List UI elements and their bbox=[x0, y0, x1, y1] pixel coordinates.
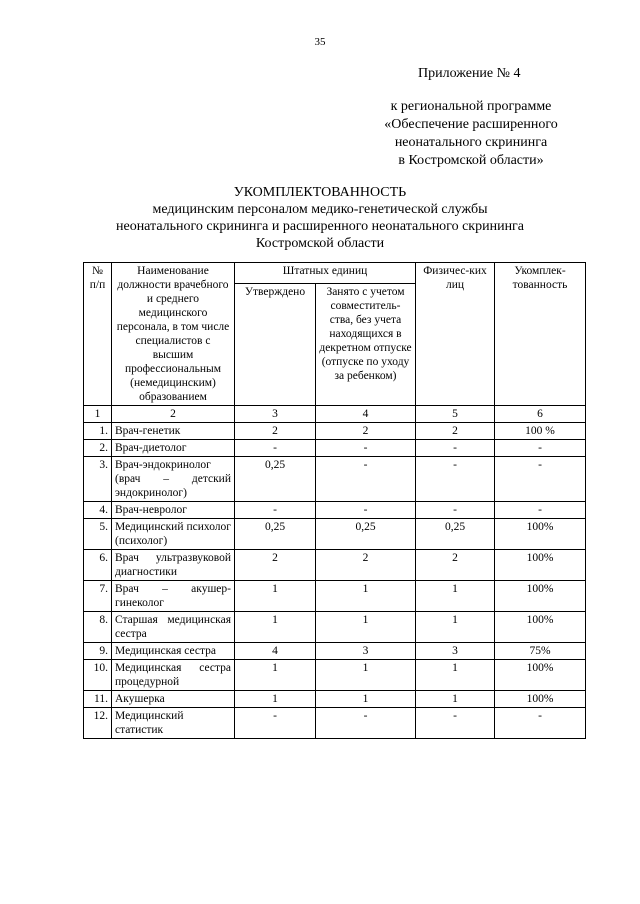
heading-line: медицинским персоналом медико-генетической службы bbox=[152, 202, 488, 217]
row-occupied: 2 bbox=[316, 550, 416, 581]
row-occupied: - bbox=[316, 440, 416, 457]
heading-line: неонатального скрининга и расширенного неонатального скрининга bbox=[115, 219, 525, 234]
row-approved: 1 bbox=[235, 612, 316, 643]
table-row bbox=[84, 519, 586, 550]
row-approved: 2 bbox=[235, 423, 316, 440]
index-cell: 2 bbox=[112, 406, 235, 423]
row-num: 11. bbox=[84, 691, 112, 708]
table-row bbox=[84, 423, 586, 440]
table-row bbox=[84, 581, 586, 612]
row-occupied: 2 bbox=[316, 423, 416, 440]
row-physical: 2 bbox=[416, 550, 495, 581]
row-occupied: - bbox=[316, 502, 416, 519]
row-approved: - bbox=[235, 440, 316, 457]
row-physical: - bbox=[416, 457, 495, 502]
appendix-ref-line: неонатального скрининга bbox=[394, 135, 548, 150]
heading-title: УКОМПЛЕКТОВАННОСТЬ bbox=[233, 185, 407, 200]
row-approved: - bbox=[235, 708, 316, 739]
row-approved: 1 bbox=[235, 691, 316, 708]
row-approved: 1 bbox=[235, 660, 316, 691]
table-row bbox=[84, 708, 586, 739]
header-occupied: Занято с учетом совместитель-ства, без учета находящихся в декретном отпуске (отпуске по уходу за ребенком) bbox=[316, 283, 416, 405]
table-row bbox=[84, 440, 586, 457]
appendix-ref-line: к региональной программе bbox=[390, 99, 552, 114]
row-num: 9. bbox=[84, 643, 112, 660]
row-position: Врач – акушер-гинеколог bbox=[112, 581, 235, 612]
header-staffing-level: Укомплек-тованность bbox=[495, 263, 586, 406]
row-staffing: - bbox=[495, 440, 586, 457]
row-physical: - bbox=[416, 440, 495, 457]
staffing-table bbox=[83, 262, 586, 739]
table-row bbox=[84, 643, 586, 660]
row-staffing: 100% bbox=[495, 550, 586, 581]
row-num: 4. bbox=[84, 502, 112, 519]
table-row bbox=[84, 691, 586, 708]
table-row bbox=[84, 502, 586, 519]
row-position: Врач-генетик bbox=[112, 423, 235, 440]
row-staffing: - bbox=[495, 457, 586, 502]
row-num: 1. bbox=[84, 423, 112, 440]
row-occupied: 1 bbox=[316, 691, 416, 708]
table-row bbox=[84, 660, 586, 691]
header-position-name: Наименование должности врачебного и среднего медицинского персонала, в том числе специалистов с высшим профессиональным (немедицинским) образованием bbox=[112, 263, 235, 406]
row-position: Врач-невролог bbox=[112, 502, 235, 519]
appendix-title: Приложение № 4 bbox=[418, 66, 521, 81]
row-occupied: 3 bbox=[316, 643, 416, 660]
row-num: 12. bbox=[84, 708, 112, 739]
row-physical: - bbox=[416, 708, 495, 739]
table-row bbox=[84, 550, 586, 581]
index-cell: 6 bbox=[495, 406, 586, 423]
appendix-reference bbox=[360, 98, 582, 170]
table-row bbox=[84, 457, 586, 502]
row-staffing: - bbox=[495, 502, 586, 519]
row-num: 2. bbox=[84, 440, 112, 457]
index-cell: 4 bbox=[316, 406, 416, 423]
row-staffing: 100% bbox=[495, 691, 586, 708]
row-num: 7. bbox=[84, 581, 112, 612]
row-occupied: 1 bbox=[316, 581, 416, 612]
row-position: Врач-эндокринолог (врач – детский эндокринолог) bbox=[112, 457, 235, 502]
row-staffing: 100 % bbox=[495, 423, 586, 440]
row-position: Медицинский психолог (психолог) bbox=[112, 519, 235, 550]
row-approved: 2 bbox=[235, 550, 316, 581]
row-position: Врач-диетолог bbox=[112, 440, 235, 457]
row-position: Врач ультразвуковой диагностики bbox=[112, 550, 235, 581]
row-occupied: - bbox=[316, 708, 416, 739]
row-physical: 1 bbox=[416, 691, 495, 708]
row-occupied: - bbox=[316, 457, 416, 502]
row-position: Старшая медицинская сестра bbox=[112, 612, 235, 643]
page-number: 35 bbox=[314, 36, 326, 48]
row-physical: - bbox=[416, 502, 495, 519]
row-approved: 0,25 bbox=[235, 519, 316, 550]
index-cell: 3 bbox=[235, 406, 316, 423]
row-num: 10. bbox=[84, 660, 112, 691]
index-cell: 1 bbox=[84, 406, 112, 423]
row-physical: 1 bbox=[416, 581, 495, 612]
heading-line: Костромской области bbox=[255, 236, 385, 251]
row-num: 3. bbox=[84, 457, 112, 502]
row-num: 6. bbox=[84, 550, 112, 581]
row-staffing: 100% bbox=[495, 612, 586, 643]
row-approved: - bbox=[235, 502, 316, 519]
row-approved: 4 bbox=[235, 643, 316, 660]
row-position: Акушерка bbox=[112, 691, 235, 708]
row-physical: 0,25 bbox=[416, 519, 495, 550]
row-occupied: 1 bbox=[316, 612, 416, 643]
row-position: Медицинская сестра процедурной bbox=[112, 660, 235, 691]
table-index-row bbox=[84, 406, 586, 423]
header-num: № п/п bbox=[84, 263, 112, 406]
appendix-ref-line: в Костромской области» bbox=[398, 153, 544, 168]
row-physical: 1 bbox=[416, 612, 495, 643]
row-approved: 0,25 bbox=[235, 457, 316, 502]
row-staffing: 100% bbox=[495, 581, 586, 612]
row-occupied: 1 bbox=[316, 660, 416, 691]
appendix-ref-line: «Обеспечение расширенного bbox=[384, 117, 558, 132]
row-physical: 3 bbox=[416, 643, 495, 660]
header-approved: Утверждено bbox=[235, 283, 316, 405]
row-occupied: 0,25 bbox=[316, 519, 416, 550]
row-num: 8. bbox=[84, 612, 112, 643]
row-staffing: 100% bbox=[495, 519, 586, 550]
row-staffing: - bbox=[495, 708, 586, 739]
row-staffing: 100% bbox=[495, 660, 586, 691]
row-staffing: 75% bbox=[495, 643, 586, 660]
row-num: 5. bbox=[84, 519, 112, 550]
table-header-row bbox=[84, 263, 586, 284]
row-physical: 2 bbox=[416, 423, 495, 440]
row-position: Медицинская сестра bbox=[112, 643, 235, 660]
header-physical-persons: Физичес-ких лиц bbox=[416, 263, 495, 406]
index-cell: 5 bbox=[416, 406, 495, 423]
document-heading bbox=[0, 184, 640, 252]
header-staff-units: Штатных единиц bbox=[235, 263, 416, 284]
row-position: Медицинский статистик bbox=[112, 708, 235, 739]
row-physical: 1 bbox=[416, 660, 495, 691]
table-row bbox=[84, 612, 586, 643]
row-approved: 1 bbox=[235, 581, 316, 612]
